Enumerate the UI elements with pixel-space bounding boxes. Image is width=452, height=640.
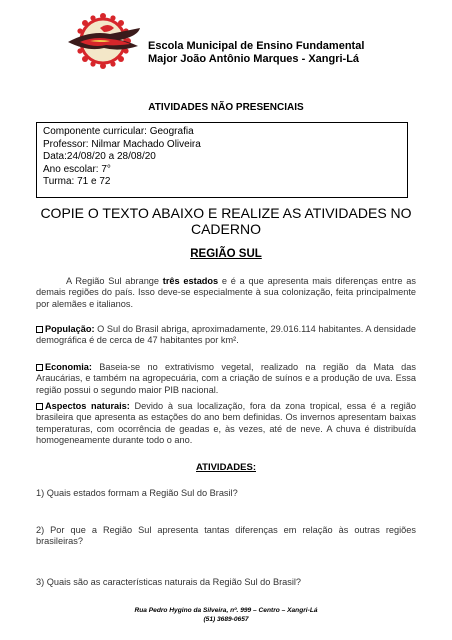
question-2: 2) Por que a Região Sul apresenta tantas diferenças em relação às outras regiões brasileiras?	[36, 525, 416, 547]
population-label: População:	[45, 324, 95, 334]
natural-aspects-label: Aspectos naturais:	[45, 401, 130, 411]
info-box	[36, 122, 408, 198]
activities-title: ATIVIDADES NÃO PRESENCIAIS	[148, 102, 304, 113]
paragraph-economy	[36, 362, 416, 396]
economy-text: Baseia-se no extrativismo vegetal, realizado na região da Mata das Araucárias, e também na agropecuária, com a criação de suínos e a produção de uva. Essa região possui o segundo maior PIB nacional.	[36, 362, 416, 395]
school-name-line1: Escola Municipal de Ensino Fundamental	[148, 40, 365, 52]
population-text: O Sul do Brasil abriga, aproximadamente, 29.016.114 habitantes. A densidade demográfica é de cerca de 47 habitantes por km².	[36, 324, 416, 346]
info-teacher: Professor: Nilmar Machado Oliveira	[43, 138, 201, 150]
intro-text-start: A Região Sul abrange	[66, 276, 163, 286]
question-1: 1) Quais estados formam a Região Sul do Brasil?	[36, 488, 238, 498]
natural-aspects-text: Devido à sua localização, fora da zona tropical, essa é a região brasileira que apresenta as estações do ano bem definidas. Os invernos apresentam baixas temperaturas, com ocorrência de geadas e, às vezes, até de neve. A chuva é distribuída homogeneamente durante todo o ano.	[36, 401, 416, 445]
question-3: 3) Quais são as características naturais da Região Sul do Brasil?	[36, 577, 302, 587]
logo-hands-icon	[68, 25, 140, 50]
paragraph-natural-aspects	[36, 401, 416, 446]
school-name-line2: Major João Antônio Marques - Xangri-Lá	[148, 53, 360, 65]
school-logo	[60, 12, 146, 70]
region-title: REGIÃO SUL	[190, 248, 262, 260]
footer	[0, 607, 452, 624]
intro-text-end: e é a que apresenta mais diferenças entre as demais regiões do país. Isso deve-se especialmente à sua colonização, feita principalmente por alemães e italianos.	[36, 276, 416, 309]
footer-address: Rua Pedro Hygino da Silveira, nº. 999 – Centro – Xangri-Lá	[134, 607, 318, 614]
paragraph-population	[36, 324, 416, 347]
activities-heading: ATIVIDADES:	[196, 462, 256, 473]
paragraph-intro	[36, 276, 416, 310]
info-class: Turma: 71 e 72	[43, 176, 111, 187]
instruction: COPIE O TEXTO ABAIXO E REALIZE AS ATIVIDADES NO CADERNO	[40, 205, 412, 237]
economy-label: Economia:	[45, 362, 92, 372]
checkbox-bullet-icon	[36, 364, 43, 371]
school-name	[148, 40, 364, 66]
info-year: Ano escolar: 7°	[43, 163, 111, 175]
info-date: Data:24/08/20 a 28/08/20	[43, 151, 156, 162]
intro-bold: três estados	[162, 276, 219, 286]
checkbox-bullet-icon	[36, 403, 43, 410]
footer-phone: (51) 3689-0657	[203, 615, 249, 623]
info-component: Componente curricular: Geografia	[43, 126, 194, 137]
checkbox-bullet-icon	[36, 326, 43, 333]
